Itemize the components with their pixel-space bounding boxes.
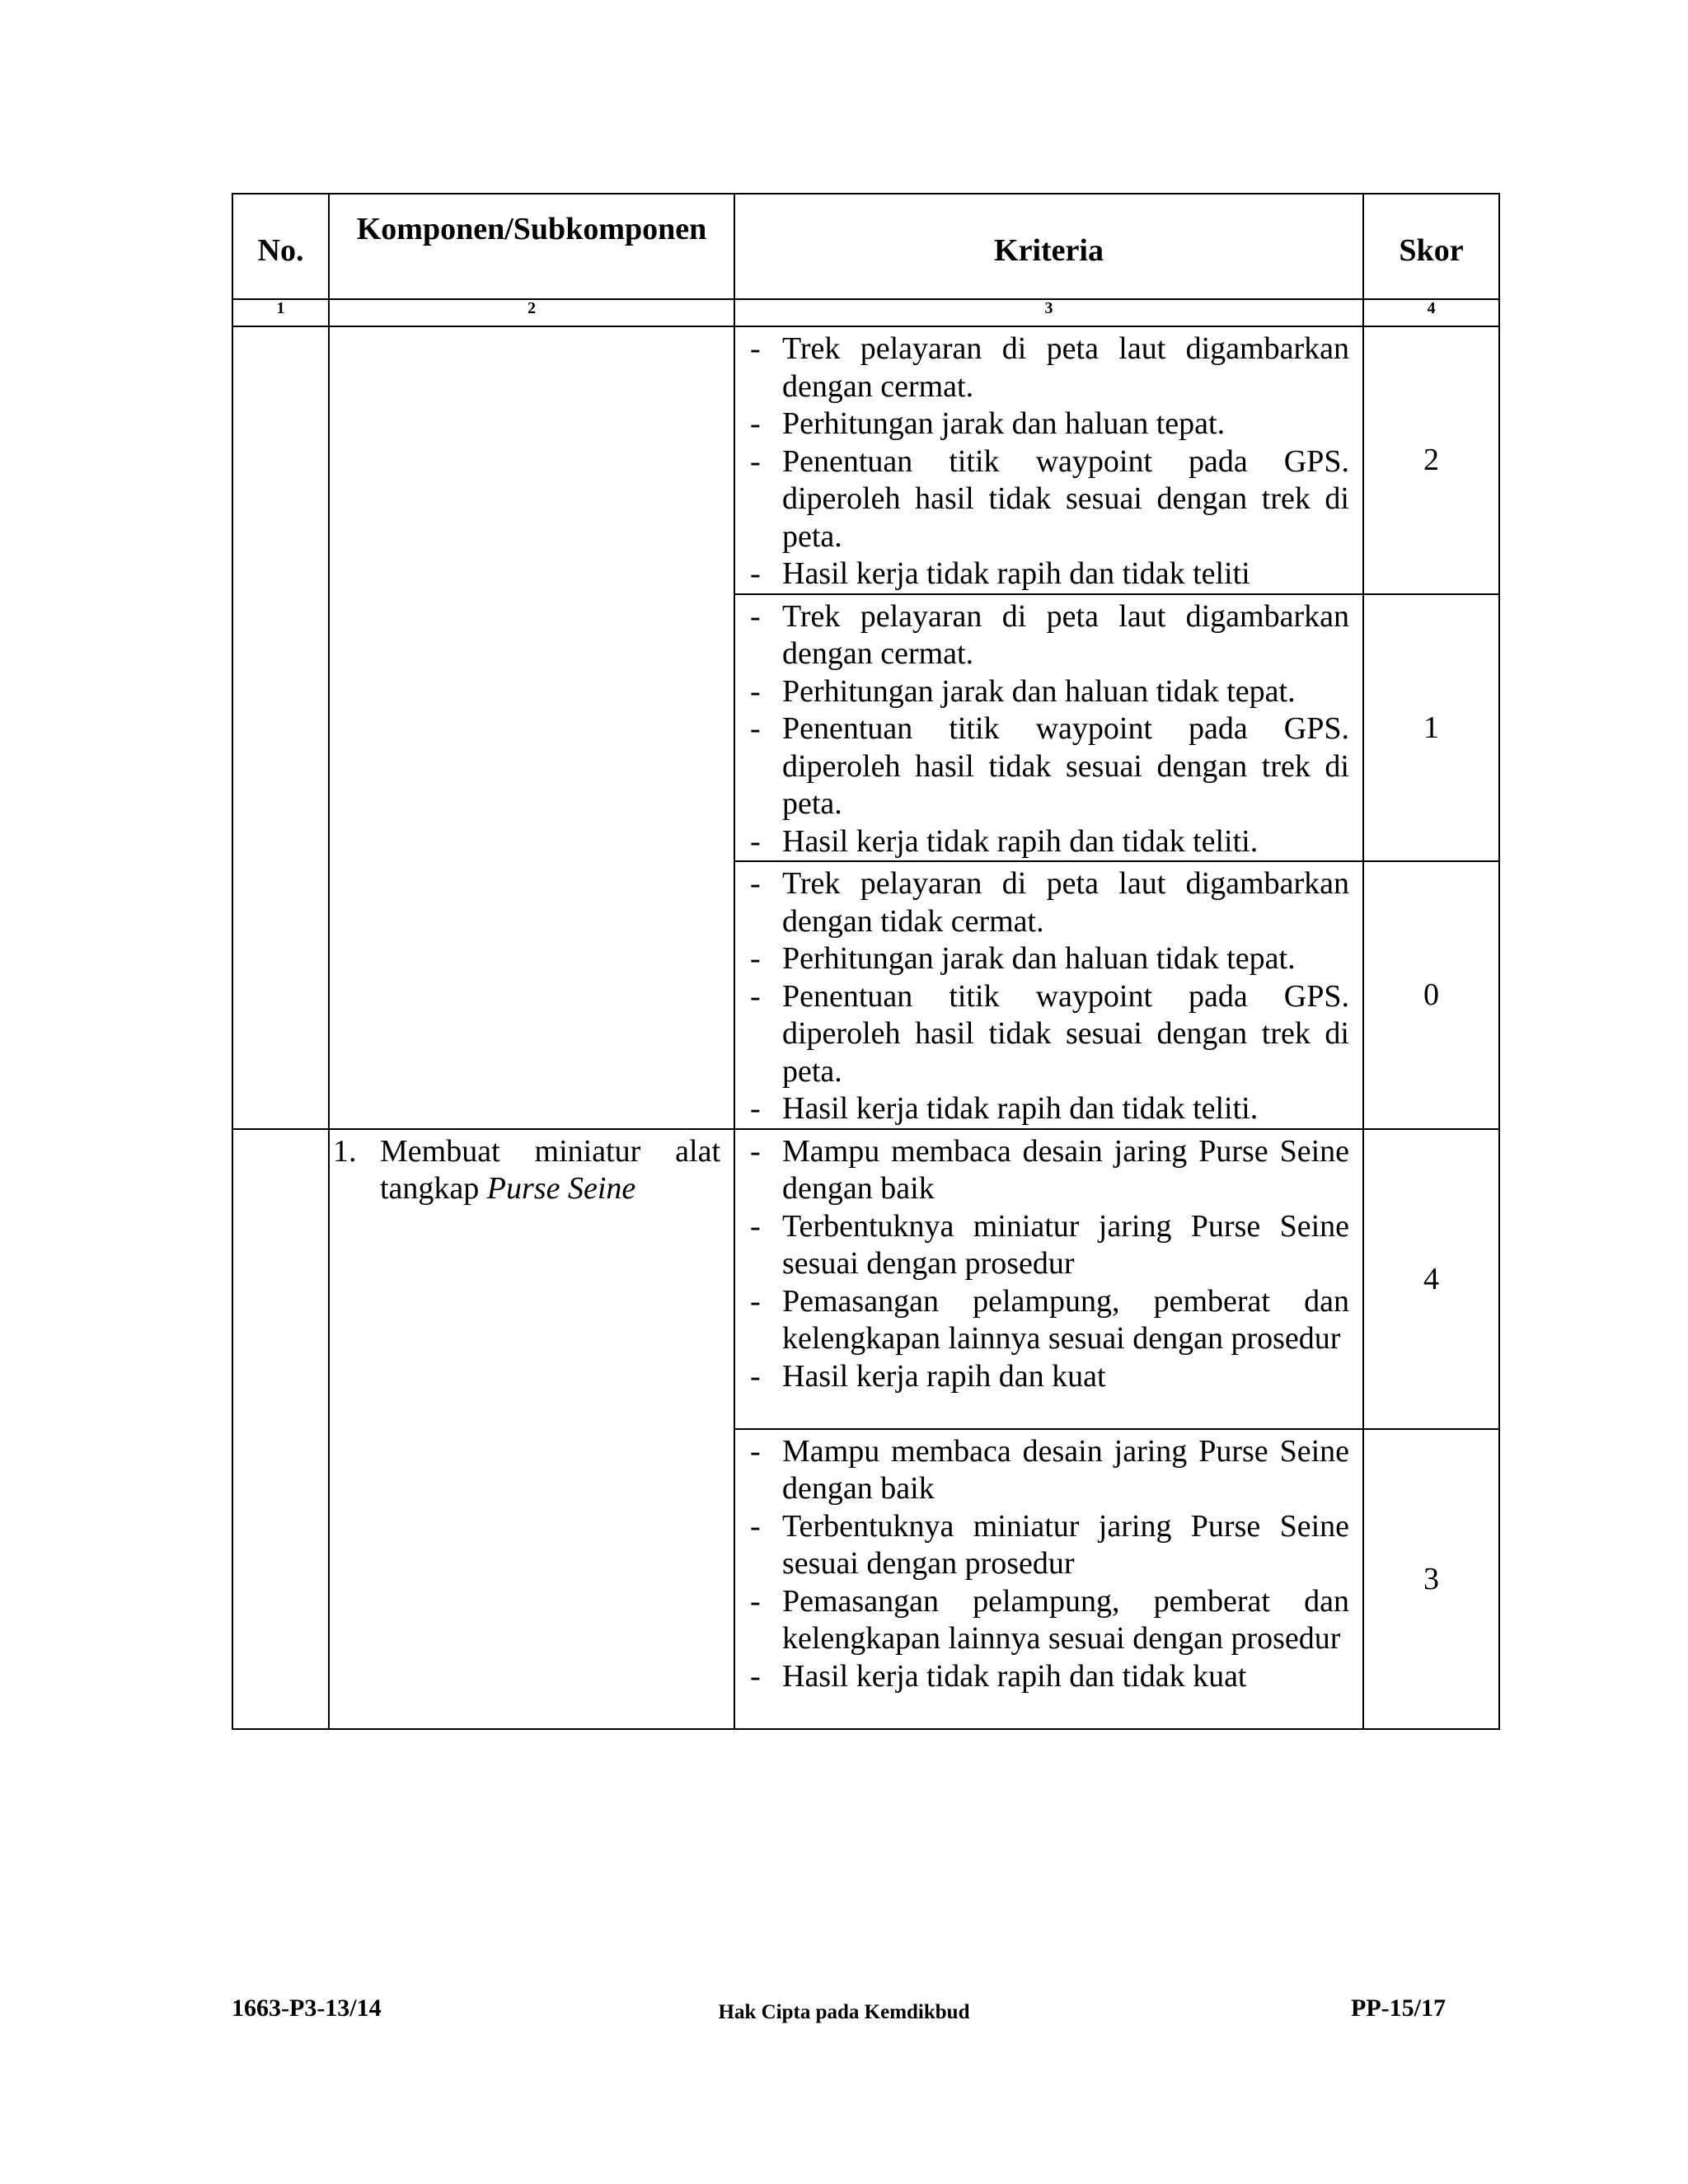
header-no: No. [232, 194, 329, 299]
criteria-item: - Penentuan titik waypoint pada GPS. diperoleh hasil tidak sesuai dengan trek di peta. [750, 978, 1349, 1089]
score-cell: 4 [1363, 1129, 1499, 1429]
criteria-cell [734, 326, 1363, 594]
no-cell [232, 1129, 329, 1729]
criteria-item: - Penentuan titik waypoint pada GPS. diperoleh hasil tidak sesuai dengan trek di peta. [750, 443, 1349, 554]
criteria-item: - Hasil kerja tidak rapih dan tidak kuat [750, 1658, 1247, 1694]
table-row [232, 326, 1499, 594]
score-cell: 2 [1363, 326, 1499, 594]
column-number-row [232, 299, 1499, 326]
table-row [232, 1129, 1499, 1429]
criteria-cell [734, 594, 1363, 862]
criteria-item: - Mampu membaca desain jaring Purse Seine dengan baik [750, 1133, 1349, 1206]
criteria-item: - Trek pelayaran di peta laut digambarkan dengan cermat. [750, 331, 1349, 404]
criteria-item: - Pemasangan pelampung, pemberat dan kelengkapan lainnya sesuai dengan prosedur [750, 1583, 1349, 1656]
criteria-item: - Trek pelayaran di peta laut digambarkan dengan tidak cermat. [750, 866, 1349, 939]
score-cell: 3 [1363, 1429, 1499, 1729]
header-skor: Skor [1363, 194, 1499, 299]
criteria-cell [734, 861, 1363, 1129]
subkomponen-cell [329, 1129, 734, 1729]
criteria-item: - Penentuan titik waypoint pada GPS. diperoleh hasil tidak sesuai dengan trek di peta. [750, 711, 1349, 821]
criteria-cell [734, 1429, 1363, 1729]
subkomponen-line2: tangkap Purse Seine [380, 1171, 636, 1206]
score-cell: 1 [1363, 594, 1499, 862]
header-komponen: Komponen/Subkomponen [329, 194, 734, 299]
criteria-item: - Hasil kerja tidak rapih dan tidak teliti. [750, 1091, 1259, 1126]
rubric-table [232, 193, 1500, 1730]
no-cell [232, 326, 329, 1129]
column-number: 3 [734, 299, 1363, 326]
subkomponen-item [333, 1133, 720, 1208]
footer-copyright: Hak Cipta pada Kemdikbud [718, 2001, 970, 2023]
score-cell: 0 [1363, 861, 1499, 1129]
column-number: 1 [232, 299, 329, 326]
header-row [232, 194, 1499, 299]
subkomponen-line1: Membuat miniatur alat [380, 1133, 720, 1169]
criteria-item: - Perhitungan jarak dan haluan tidak tepat. [750, 941, 1296, 976]
footer-document-code: 1663-P3-13/14 [232, 1994, 382, 2022]
subkomponen-cell [329, 326, 734, 1129]
column-number: 2 [329, 299, 734, 326]
criteria-item: - Trek pelayaran di peta laut digambarkan dengan cermat. [750, 598, 1349, 671]
subkomponen-number: 1. [333, 1133, 357, 1169]
criteria-item: - Perhitungan jarak dan haluan tepat. [750, 406, 1226, 441]
criteria-item: - Pemasangan pelampung, pemberat dan kelengkapan lainnya sesuai dengan prosedur [750, 1283, 1349, 1356]
column-number: 4 [1363, 299, 1499, 326]
criteria-item: - Hasil kerja rapih dan kuat [750, 1358, 1106, 1394]
criteria-item: - Hasil kerja tidak rapih dan tidak teliti. [750, 823, 1259, 859]
criteria-item: - Terbentuknya miniatur jaring Purse Seine sesuai dengan prosedur [750, 1208, 1349, 1281]
criteria-item: - Hasil kerja tidak rapih dan tidak teliti [750, 556, 1250, 591]
criteria-item: - Mampu membaca desain jaring Purse Seine dengan baik [750, 1433, 1349, 1506]
criteria-item: - Terbentuknya miniatur jaring Purse Seine sesuai dengan prosedur [750, 1508, 1349, 1581]
criteria-item: - Perhitungan jarak dan haluan tidak tepat. [750, 673, 1296, 709]
criteria-cell [734, 1129, 1363, 1429]
header-kriteria: Kriteria [734, 194, 1363, 299]
footer-page-number: PP-15/17 [1351, 1994, 1446, 2022]
